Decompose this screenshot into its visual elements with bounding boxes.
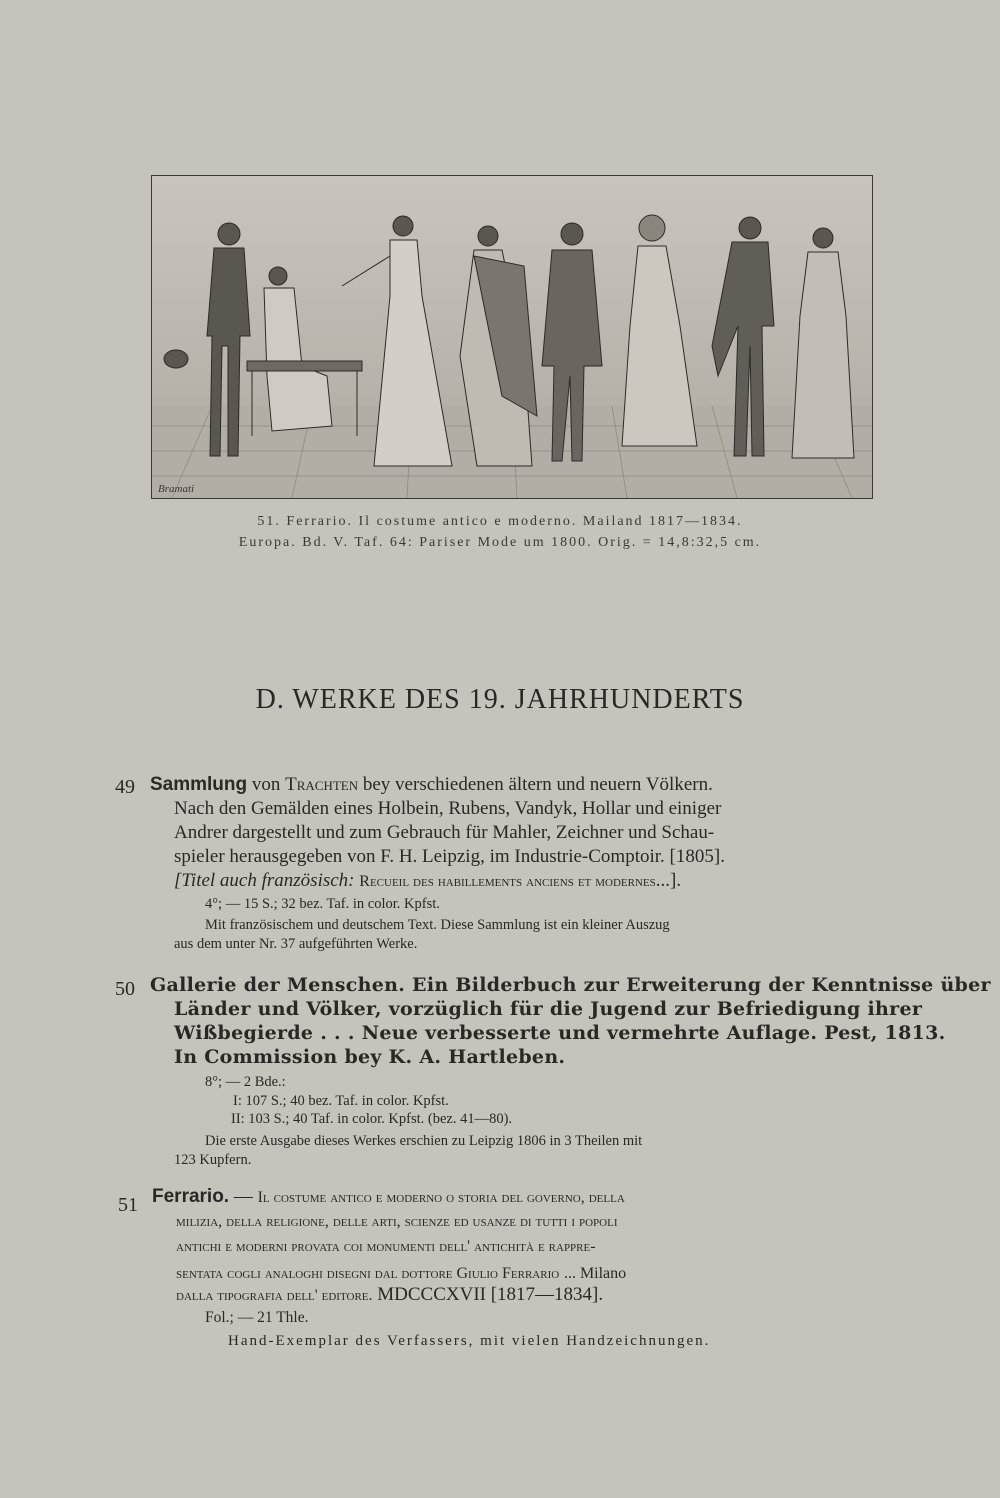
entry-title-smallcaps: sentata cogli analoghi disegni dal dottore Giulio Ferrario bbox=[176, 1265, 560, 1282]
entry-volume-line: II: 103 S.; 40 Taf. in color. Kpfst. (bez. 41—80). bbox=[231, 1111, 513, 1127]
entry-line bbox=[176, 1262, 626, 1284]
entry-text: — bbox=[233, 1186, 253, 1207]
entry-title-smallcaps: Il costume antico e moderno o storia del governo, della bbox=[257, 1189, 625, 1206]
entry-text: MDCCCXVII [1817—1834]. bbox=[377, 1284, 604, 1305]
entry-text: bey verschiedenen ältern und neuern Völkern. bbox=[362, 774, 713, 795]
entry-note: aus dem unter Nr. 37 aufgeführten Werke. bbox=[174, 936, 418, 952]
entry-number: 49 bbox=[115, 776, 135, 798]
section-heading: D. WERKE DES 19. JAHRHUNDERTS bbox=[255, 684, 745, 715]
entry-line bbox=[150, 774, 713, 796]
plate-caption-line-1: 51. Ferrario. Il costume antico e moderno. Mailand 1817—1834. bbox=[257, 514, 743, 529]
entry-title-smallcaps: Recueil des habillements anciens et modernes bbox=[359, 873, 656, 890]
entry-line: Wißbegierde . . . Neue verbesserte und vermehrte Auflage. Pest, 1813. bbox=[174, 1022, 946, 1044]
entry-line: Andrer dargestellt und zum Gebrauch für Mahler, Zeichner und Schau- bbox=[174, 822, 715, 843]
entry-text: ... Milano bbox=[563, 1265, 627, 1282]
illustration-plate bbox=[151, 175, 873, 499]
entry-lead-word: Ferrario. bbox=[152, 1186, 230, 1207]
entry-text: ...]. bbox=[655, 870, 682, 891]
entry-line bbox=[176, 1284, 603, 1306]
entry-line: Länder und Völker, vorzüglich für die Jugend zur Befriedigung ihrer bbox=[174, 998, 923, 1020]
entry-note: 123 Kupfern. bbox=[174, 1152, 252, 1168]
entry-text-italic: [Titel auch französisch: bbox=[174, 870, 355, 891]
entry-line bbox=[174, 870, 681, 892]
plate-caption-line-2: Europa. Bd. V. Taf. 64: Pariser Mode um 1800. Orig. = 14,8:32,5 cm. bbox=[238, 535, 762, 550]
entry-line: milizia, della religione, delle arti, scienze ed usanze di tutti i popoli bbox=[176, 1213, 618, 1230]
entry-line bbox=[152, 1186, 625, 1208]
entry-text: von bbox=[251, 774, 281, 795]
entry-note: Mit französischem und deutschem Text. Diese Sammlung ist ein kleiner Auszug bbox=[205, 917, 670, 933]
entry-number: 50 bbox=[115, 978, 135, 1000]
entry-title-smallcaps: dalla tipografia dell' editore. bbox=[176, 1287, 373, 1304]
entry-note: Die erste Ausgabe dieses Werkes erschien zu Leipzig 1806 in 3 Theilen mit bbox=[205, 1133, 643, 1149]
entry-line: Gallerie der Menschen. Ein Bilderbuch zur Erweiterung der Kenntnisse über bbox=[150, 974, 991, 996]
entry-volume-line: I: 107 S.; 40 bez. Taf. in color. Kpfst. bbox=[233, 1093, 449, 1109]
entry-line: Nach den Gemälden eines Holbein, Rubens, Vandyk, Hollar und einiger bbox=[174, 798, 722, 819]
entry-title-smallcaps: Trachten bbox=[285, 774, 359, 795]
artist-signature: Bramati bbox=[158, 483, 195, 495]
entry-line: antichi e moderni provata coi monumenti dell' antichità e rappre- bbox=[176, 1238, 596, 1255]
entry-note: Hand-Exemplar des Verfassers, mit vielen Handzeichnungen. bbox=[228, 1333, 711, 1349]
costume-engraving bbox=[152, 176, 872, 498]
entry-lead-word: Sammlung bbox=[150, 774, 248, 795]
entry-line: spieler herausgegeben von F. H. Leipzig, im Industrie-Comptoir. [1805]. bbox=[174, 846, 725, 867]
entry-collation: 8°; — 2 Bde.: bbox=[205, 1074, 286, 1090]
entry-collation: Fol.; — 21 Thle. bbox=[205, 1309, 309, 1326]
entry-collation: 4°; — 15 S.; 32 bez. Taf. in color. Kpfst. bbox=[205, 896, 440, 912]
entry-line: In Commission bey K. A. Hartleben. bbox=[174, 1046, 566, 1068]
entry-number: 51 bbox=[118, 1194, 138, 1216]
